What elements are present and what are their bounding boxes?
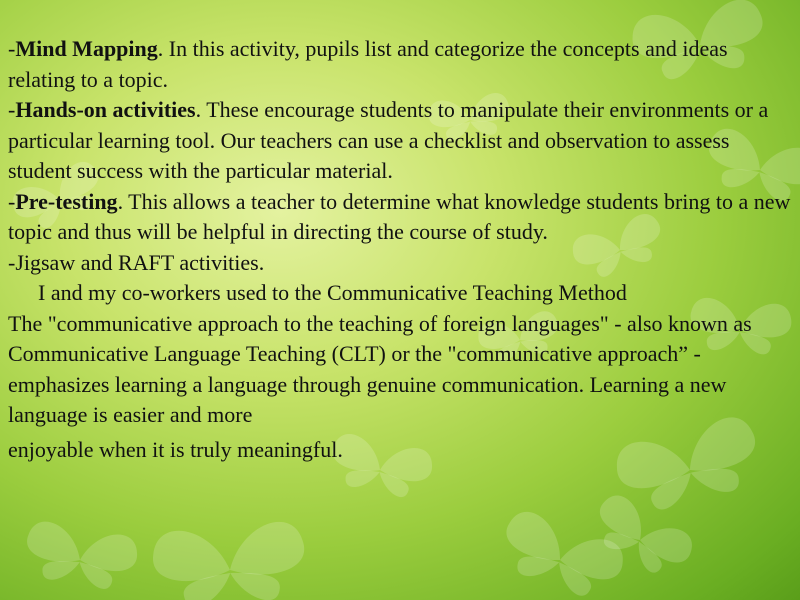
text-mind-mapping: . In this activity, pupils list and categorize the concepts and ideas relating to a topic. — [8, 36, 728, 92]
text-hands-on: . These encourage students to manipulate their environments or a particular learning tool. Our teachers can use a checklist and observation to assess student success with the particular material. — [8, 97, 769, 183]
paragraph-hands-on — [8, 95, 792, 187]
paragraph-enjoyable: enjoyable when it is truly meaningful. — [8, 436, 343, 462]
paragraph-co-workers: I and my co-workers used to the Communicative Teaching Method — [38, 280, 627, 305]
dash: - — [8, 188, 16, 214]
paragraph-jigsaw: -Jigsaw and RAFT activities. — [8, 249, 265, 275]
dash: - — [8, 36, 16, 61]
keyword-hands-on: Hands-on activities — [15, 97, 196, 122]
butterfly-shape — [151, 520, 309, 600]
butterfly-shape — [21, 519, 140, 594]
slide-body — [8, 34, 792, 465]
dash: - — [8, 97, 16, 122]
paragraph-pre-testing — [8, 187, 792, 248]
paragraph-mind-mapping — [8, 34, 792, 95]
paragraph-communicative-approach: The "communicative approach to the teaching of foreign languages" - also known as Communicative Language Teaching (CLT) or the "communicative approach” - emphasizes learning a language through genuine communication. Learning a new language is easier and more — [8, 310, 752, 427]
keyword-mind-mapping: Mind Mapping — [15, 36, 158, 61]
keyword-pre-testing: Pre-testing — [15, 188, 118, 214]
text-pre-testing: . This allows a teacher to determine what knowledge students bring to a new topic and thus will be helpful in directing the course of study. — [8, 188, 791, 244]
